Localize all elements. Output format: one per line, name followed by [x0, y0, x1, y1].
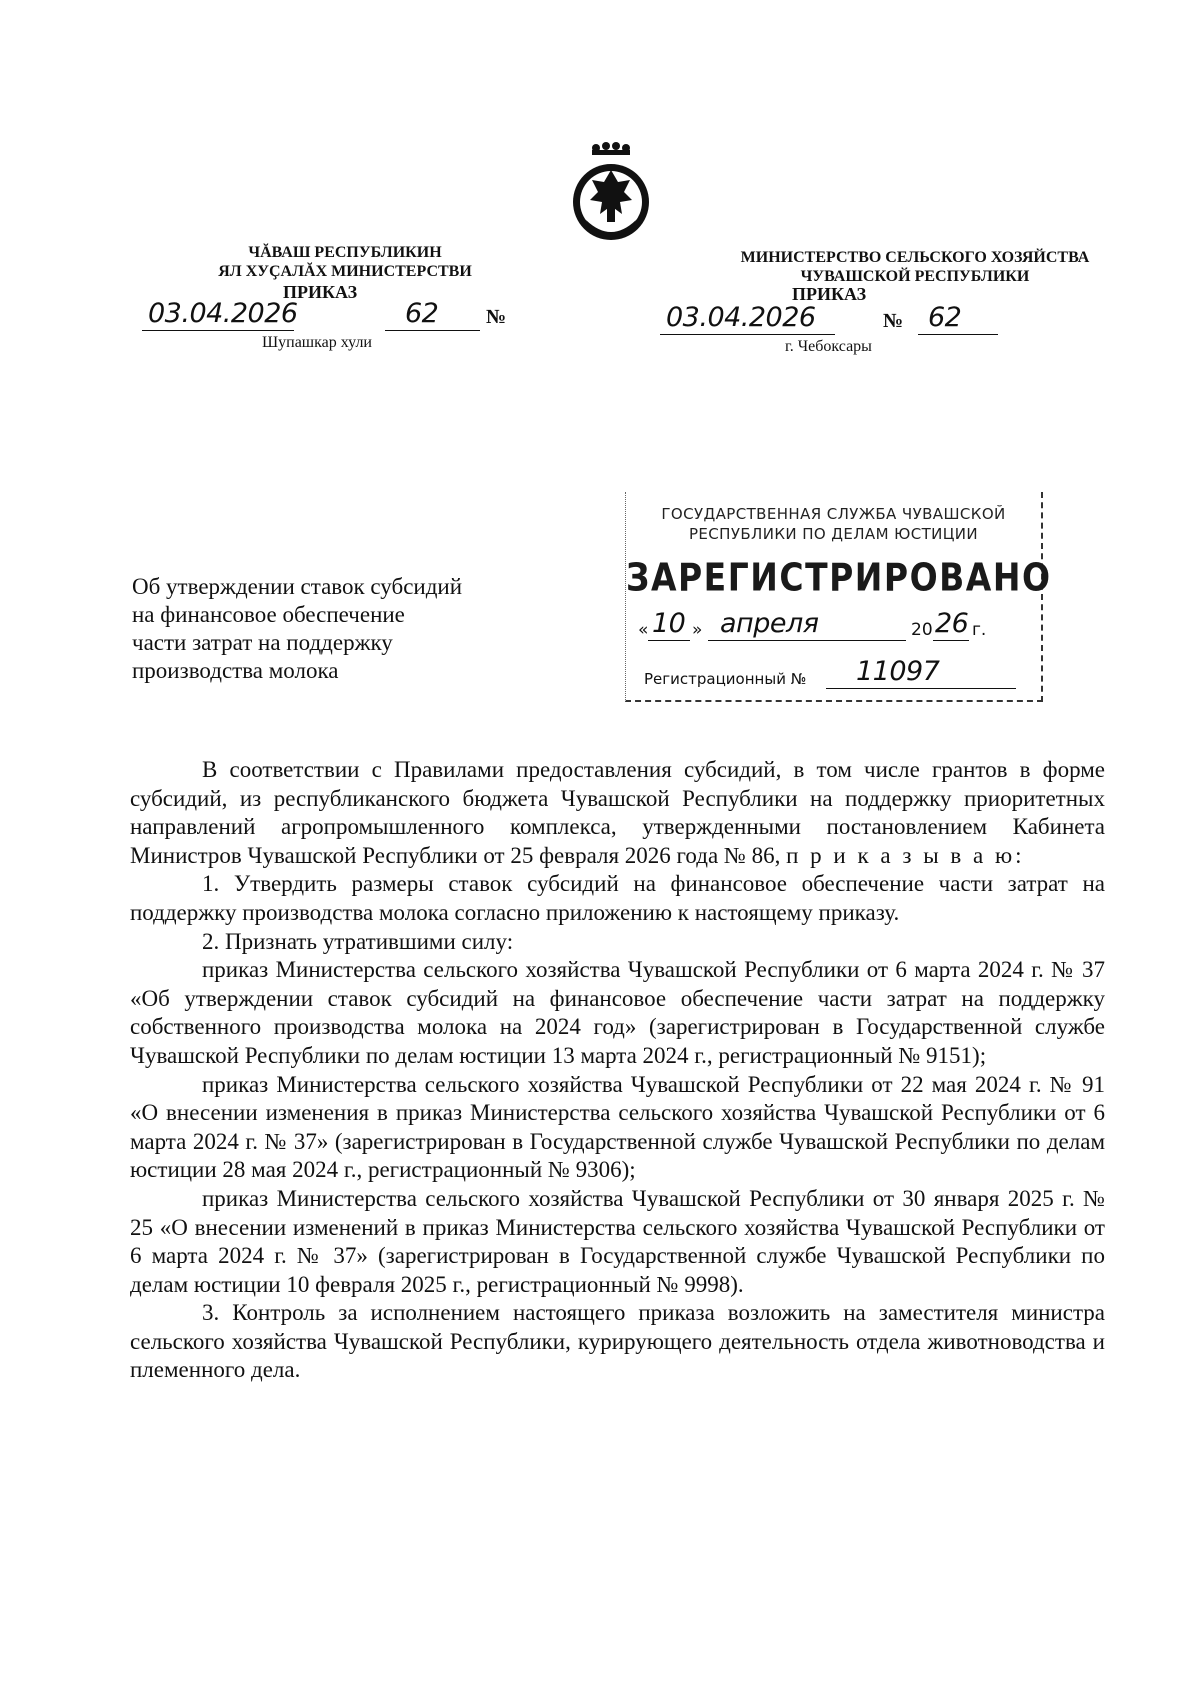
- emblem-icon: [566, 140, 656, 250]
- body-item-1: 1. Утвердить размеры ставок субсидий на финансовое обеспечение части затрат на поддержку производства молока согласно приложению к настоящему приказу.: [130, 871, 1105, 925]
- stamp-date-row: [626, 608, 1044, 646]
- right-city: г. Чебоксары: [785, 338, 872, 355]
- stamp-year-abbr: г.: [972, 620, 987, 640]
- right-date: 03.04.2026: [666, 302, 816, 333]
- right-number-line: [918, 302, 998, 335]
- body-prikazyvayu: п р и к а з ы в а ю:: [786, 842, 1025, 868]
- right-header-line1: МИНИСТЕРСТВО СЕЛЬСКОГО ХОЗЯЙСТВА: [740, 249, 1090, 266]
- stamp-line1: ГОСУДАРСТВЕННАЯ СЛУЖБА ЧУВАШСКОЙ: [661, 505, 1006, 523]
- right-number-sign: №: [883, 310, 904, 332]
- document-body: [130, 756, 1105, 1385]
- body-item-2a: приказ Министерства сельского хозяйства Чувашской Республики от 6 марта 2024 г. № 37 «Об утверждении ставок субсидий на финансовое обеспечение части затрат на поддержку собственного производства молока на 2024 год» (зарегистрирован в Государственной службе Чувашской Республики по делам юстиции 13 марта 2024 г., регистрационный № 9151);: [130, 957, 1105, 1068]
- stamp-reg-number-line: [826, 656, 1016, 689]
- stamp-reg-number: 11097: [856, 656, 940, 687]
- stamp-reg-label: Регистрационный №: [644, 670, 807, 688]
- left-city: Шупашкар хули: [262, 334, 372, 351]
- stamp-year-line: [933, 608, 969, 641]
- stamp-month: апреля: [720, 608, 819, 639]
- right-header: [715, 248, 1115, 286]
- left-header: [200, 243, 490, 281]
- left-number-sign: №: [486, 306, 507, 328]
- document-subject: [132, 573, 552, 685]
- stamp-quote-open: «: [638, 620, 649, 640]
- body-item-2b: приказ Министерства сельского хозяйства Чувашской Республики от 22 мая 2024 г. № 91 «О внесении изменения в приказ Министерства сельского хозяйства Чувашской Республики от 6 марта 2024 г. № 37» (зарегистрирован в Государственной службе Чувашской Республики по делам юстиции 28 мая 2024 г., регистрационный № 9306);: [130, 1071, 1105, 1183]
- right-number: 62: [928, 302, 962, 333]
- stamp-quote-close: »: [692, 620, 703, 640]
- body-intro: В соответствии с Правилами предоставления субсидий, в том числе грантов в форме субсидий, из республиканского бюджета Чувашской Республики на поддержку приоритетных направлений агропромышленного комплекса, утвержденными постановлением Кабинета Министров Чувашской Республики от 25 февраля 2026 года № 86,: [130, 757, 1105, 868]
- left-number: 62: [405, 298, 439, 329]
- left-header-line1: ЧĂВАШ РЕСПУБЛИКИН: [248, 244, 442, 261]
- stamp-reg-row: [626, 656, 1044, 694]
- body-intro-paragraph: [130, 756, 1105, 870]
- right-header-line2: ЧУВАШСКОЙ РЕСПУБЛИКИ: [800, 268, 1030, 285]
- left-date-line: [142, 298, 298, 331]
- subject-line2: на финансовое обеспечение: [132, 602, 405, 627]
- subject-line3: части затрат на поддержку: [132, 630, 393, 655]
- stamp-day-line: [648, 608, 690, 641]
- chuvash-republic-emblem: [566, 140, 656, 250]
- left-header-line2: ЯЛ ХУҪАЛĂХ МИНИСТЕРСТВИ: [218, 263, 472, 280]
- body-item-2c: приказ Министерства сельского хозяйства Чувашской Республики от 30 января 2025 г. № 25 «О внесении изменений в приказ Министерства сельского хозяйства Чувашской Республики от 6 марта 2024 г. № 37» (зарегистрирован в Государственной службе Чувашской Республики по делам юстиции 10 февраля 2025 г., регистрационный № 9998).: [130, 1185, 1105, 1297]
- stamp-registered: ЗАРЕГИСТРИРОВАНО: [626, 555, 1052, 600]
- left-order-title: ПРИКАЗ: [283, 282, 358, 302]
- stamp-month-line: [708, 608, 906, 641]
- right-order-title: ПРИКАЗ: [792, 284, 867, 304]
- stamp-day: 10: [652, 608, 686, 639]
- stamp-line2: РЕСПУБЛИКИ ПО ДЕЛАМ ЮСТИЦИИ: [688, 525, 979, 543]
- subject-line1: Об утверждении ставок субсидий: [132, 574, 463, 599]
- body-item-2: 2. Признать утратившими силу:: [202, 928, 514, 954]
- body-item-3: 3. Контроль за исполнением настоящего приказа возложить на заместителя министра сельского хозяйства Чувашской Республики, курирующего деятельность отдела животноводства и племенного дела.: [130, 1300, 1105, 1383]
- left-date: 03.04.2026: [148, 298, 298, 329]
- stamp-year-suffix: 26: [935, 608, 969, 639]
- stamp-year-prefix: 20: [911, 620, 933, 640]
- right-date-line: [660, 302, 835, 335]
- left-number-line: [385, 300, 480, 331]
- subject-line4: производства молока: [132, 658, 339, 683]
- registration-stamp: [625, 492, 1052, 702]
